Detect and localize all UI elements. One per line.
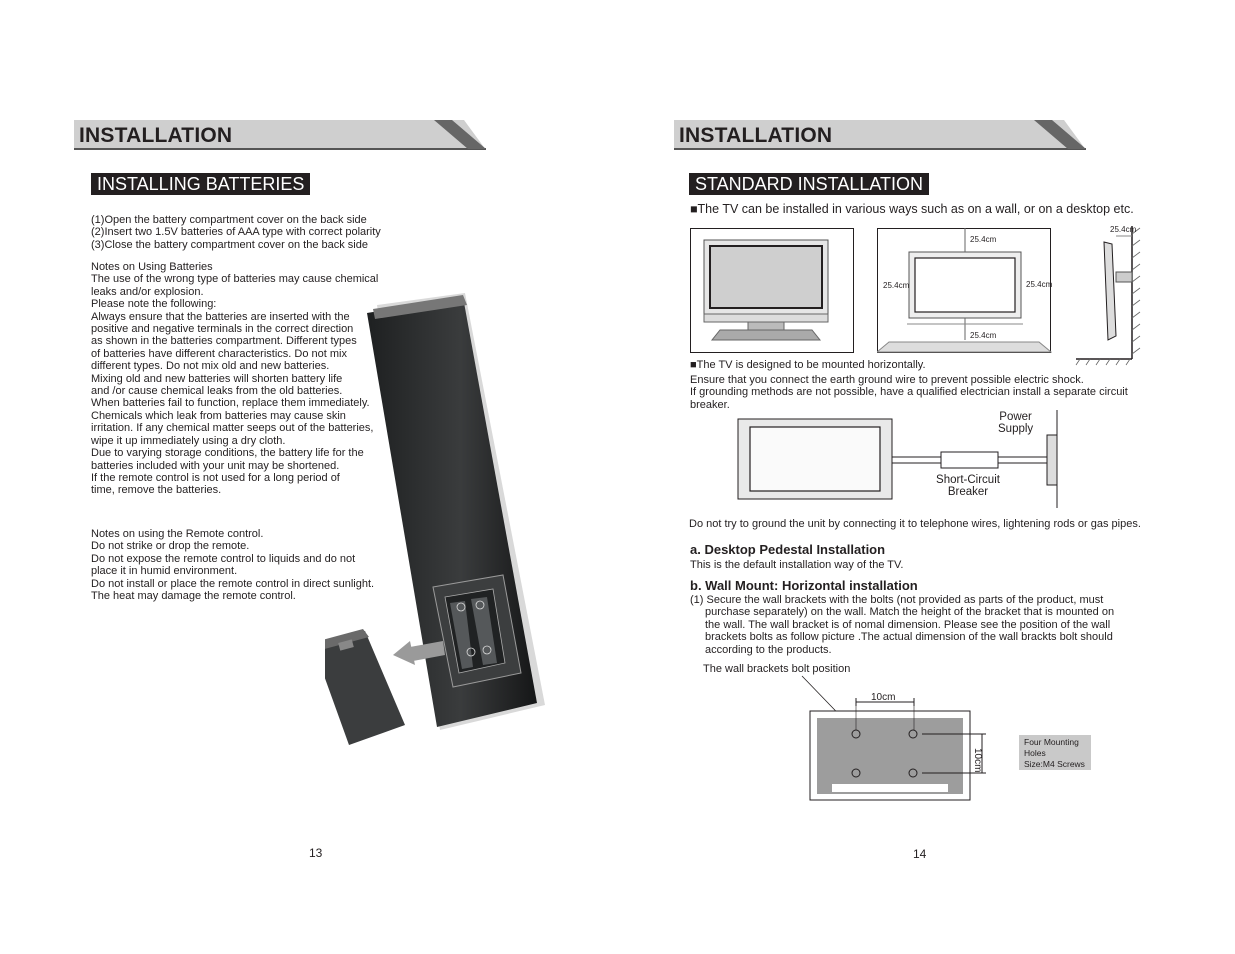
- battery-steps: [91, 214, 381, 251]
- bolt-caption: The wall brackets bolt position: [703, 663, 851, 675]
- note-line: Do not expose the remote control to liquids and do not: [91, 552, 356, 565]
- label-line: Supply: [998, 423, 1034, 436]
- right-header-title: INSTALLATION: [679, 124, 833, 147]
- note-line: and /or cause chemical leaks from the old batteries.: [91, 385, 343, 398]
- remote-body: [367, 293, 545, 730]
- clearance-side-label: 25.4cm: [1110, 225, 1137, 234]
- note-line: wipe it up immediately using a dry cloth.: [91, 434, 286, 447]
- side-view-figure: [1074, 224, 1144, 366]
- left-section-title: INSTALLING BATTERIES: [91, 173, 310, 195]
- horizontal-note: ■The TV is designed to be mounted horizontally.: [690, 359, 926, 371]
- remote-notes: [91, 528, 374, 602]
- note-line: The heat may damage the remote control.: [91, 590, 296, 603]
- wall-line: brackets bolts as follow picture .The actual dimension of the wall brackts bolt should: [705, 631, 1113, 644]
- clearance-top-label: 25.4cm: [970, 235, 997, 244]
- note-line: Notes on using the Remote control.: [91, 528, 264, 540]
- note-line: Do not install or place the remote control in direct sunlight.: [91, 577, 375, 590]
- note-line: The use of the wrong type of batteries may cause chemical: [91, 273, 379, 286]
- note-line: Holes: [1024, 748, 1046, 758]
- ground-line: breaker.: [690, 398, 730, 411]
- clearance-bottom-label: 25.4cm: [970, 331, 997, 340]
- clearance-left-label: 25.4cm: [883, 281, 910, 290]
- note-line: Four Mounting: [1024, 737, 1079, 747]
- left-header-title: INSTALLATION: [79, 124, 233, 147]
- insert-arrow-icon: [393, 641, 445, 665]
- note-line: Due to varying storage conditions, the battery life for the: [91, 447, 364, 460]
- ground-line: If grounding methods are not possible, have a qualified electrician install a separate circuit: [690, 386, 1128, 399]
- note-line: Size:M4 Screws: [1024, 759, 1085, 769]
- ground-instructions: [690, 374, 1128, 411]
- battery-compartment: [433, 575, 521, 687]
- wall-line: (1) Secure the wall brackets with the bolts (not provided as parts of the product, must: [690, 594, 1104, 606]
- note-line: place it in humid environment.: [91, 565, 238, 578]
- ground-warning: Do not try to ground the unit by connecting it to telephone wires, lightening rods or gas pipes.: [689, 518, 1141, 530]
- note-line: different types. Do not mix old and new batteries.: [91, 360, 330, 373]
- right-section-title: STANDARD INSTALLATION: [689, 173, 929, 195]
- note-line: Please note the following:: [91, 298, 217, 311]
- right-page-number: 14: [913, 847, 927, 861]
- note-line: time, remove the batteries.: [91, 484, 222, 497]
- left-page-number: 13: [309, 846, 323, 860]
- note-line: batteries included with your unit may be shortened.: [91, 459, 340, 472]
- mount-note: [1024, 737, 1085, 770]
- intro-text: ■The TV can be installed in various ways such as on a wall, or on a desktop etc.: [690, 202, 1134, 216]
- label-line: Power: [999, 411, 1032, 423]
- right-header-band: [674, 120, 1088, 150]
- desktop-text: This is the default installation way of the TV.: [690, 559, 904, 571]
- battery-notes: [91, 261, 378, 497]
- desktop-title: a. Desktop Pedestal Installation: [690, 542, 886, 557]
- left-header-band: [74, 120, 488, 150]
- tv-front-figure: [690, 228, 855, 354]
- wall-title: b. Wall Mount: Horizontal installation: [690, 578, 918, 593]
- bolt-h-dimension: 10cm: [871, 692, 896, 703]
- note-line: Do not strike or drop the remote.: [91, 540, 250, 553]
- breaker-label: [933, 474, 1003, 499]
- step-line: (3)Close the battery compartment cover on the back side: [91, 238, 368, 251]
- power-supply-label: [998, 411, 1033, 436]
- clearance-right-label: 25.4cm: [1026, 280, 1053, 289]
- battery-cover: [325, 629, 405, 745]
- note-line: irritation. If any chemical matter seeps out of the batteries,: [91, 422, 374, 435]
- wall-line: purchase separately) on the wall. Match the height of the bracket that is mounted on: [705, 606, 1115, 619]
- note-line: When batteries fail to function, replace them immediately.: [91, 397, 370, 410]
- note-line: Chemicals which leak from batteries may cause skin: [91, 409, 346, 422]
- label-line: Breaker: [947, 486, 989, 499]
- note-line: leaks and/or explosion.: [91, 285, 204, 298]
- wall-line: the wall. The wall bracket is of nomal dimension. Please see the position of the wall: [705, 618, 1111, 631]
- note-line: Mixing old and new batteries will shorten battery life: [91, 372, 343, 385]
- note-line: of batteries have different characteristics. Do not mix: [91, 347, 347, 360]
- wall-instructions: [690, 594, 1114, 656]
- note-line: Notes on Using Batteries: [91, 261, 213, 273]
- ground-line: Ensure that you connect the earth ground wire to prevent possible electric shock.: [690, 374, 1084, 386]
- note-line: as shown in the batteries compartment. Different types: [91, 335, 357, 348]
- step-line: (1)Open the battery compartment cover on the back side: [91, 214, 367, 226]
- label-line: Short-Circuit: [936, 474, 1000, 486]
- wall-line: according to the products.: [705, 643, 832, 656]
- note-line: Always ensure that the batteries are inserted with the: [91, 310, 350, 323]
- note-line: positive and negative terminals in the correct direction: [91, 323, 354, 336]
- note-line: If the remote control is not used for a long period of: [91, 471, 340, 484]
- bolt-v-dimension: 10cm: [972, 748, 983, 773]
- step-line: (2)Insert two 1.5V batteries of AAA type with correct polarity: [91, 226, 381, 239]
